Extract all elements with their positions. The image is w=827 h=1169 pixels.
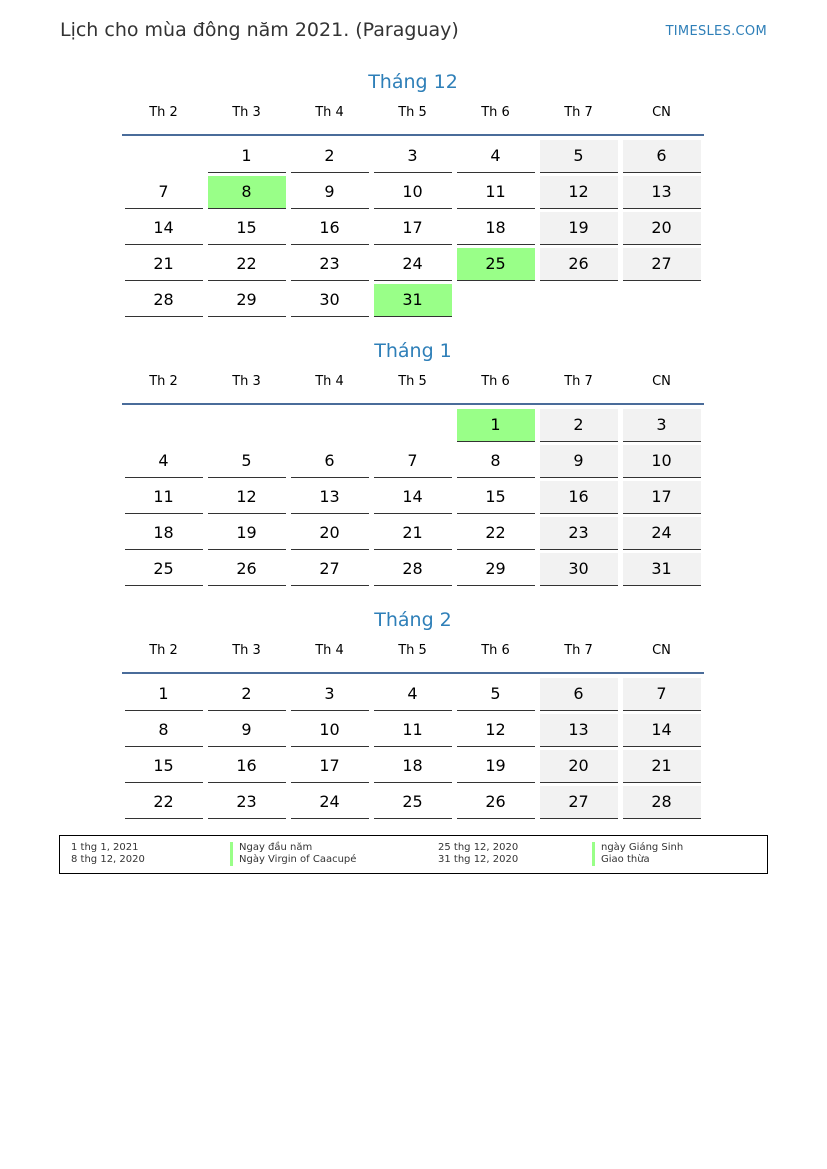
weekday-label: Th 6 <box>481 374 510 389</box>
day-cell: 13 <box>540 714 618 747</box>
legend-date: 25 thg 12, 2020 <box>438 842 519 853</box>
day-cell: 5 <box>457 678 535 711</box>
day-cell: 9 <box>540 445 618 478</box>
day-cell: 28 <box>623 786 701 819</box>
weekday-label: Th 6 <box>481 105 510 120</box>
day-cell: 15 <box>125 750 203 783</box>
day-cell: 7 <box>374 445 452 478</box>
day-cell: 19 <box>208 517 286 550</box>
day-cell: 25 <box>374 786 452 819</box>
day-cell: 12 <box>540 176 618 209</box>
day-cell: 1 <box>457 409 535 442</box>
day-cell: 25 <box>125 553 203 586</box>
day-cell: 18 <box>457 212 535 245</box>
legend-date: 1 thg 1, 2021 <box>71 842 139 853</box>
day-cell: 16 <box>208 750 286 783</box>
day-cell: 30 <box>540 553 618 586</box>
month-calendar <box>122 606 704 822</box>
day-cell: 12 <box>457 714 535 747</box>
day-cell: 24 <box>374 248 452 281</box>
day-cell: 23 <box>291 248 369 281</box>
weekday-label: Th 7 <box>564 105 593 120</box>
weekday-label: Th 6 <box>481 643 510 658</box>
day-cell: 12 <box>208 481 286 514</box>
legend-names-right <box>592 842 683 866</box>
legend-dates-left <box>71 842 145 866</box>
weekday-label: Th 7 <box>564 374 593 389</box>
empty-day-cell <box>125 409 203 441</box>
day-cell: 20 <box>291 517 369 550</box>
day-cell: 14 <box>623 714 701 747</box>
week-row <box>122 750 704 786</box>
day-cell: 17 <box>374 212 452 245</box>
weekday-label: CN <box>652 643 671 658</box>
week-row <box>122 140 704 176</box>
day-cell: 17 <box>623 481 701 514</box>
legend-holiday-name: Ngày Virgin of Caacupé <box>230 854 356 866</box>
day-cell: 27 <box>623 248 701 281</box>
day-cell: 10 <box>623 445 701 478</box>
week-row <box>122 786 704 822</box>
day-cell: 2 <box>291 140 369 173</box>
day-cell: 20 <box>623 212 701 245</box>
month-calendar <box>122 337 704 589</box>
empty-day-cell <box>208 409 286 441</box>
weekday-header <box>122 642 704 672</box>
day-cell: 6 <box>540 678 618 711</box>
day-cell: 16 <box>540 481 618 514</box>
day-cell: 3 <box>623 409 701 442</box>
day-cell: 11 <box>457 176 535 209</box>
day-cell: 15 <box>208 212 286 245</box>
day-cell: 26 <box>540 248 618 281</box>
day-cell: 27 <box>540 786 618 819</box>
day-cell: 4 <box>457 140 535 173</box>
day-cell: 19 <box>457 750 535 783</box>
header-divider <box>122 672 704 674</box>
empty-day-cell <box>374 409 452 441</box>
holiday-legend <box>59 835 768 874</box>
weekday-label: Th 4 <box>315 643 344 658</box>
day-cell: 3 <box>291 678 369 711</box>
day-cell: 1 <box>125 678 203 711</box>
day-cell: 23 <box>208 786 286 819</box>
weekday-label: Th 4 <box>315 374 344 389</box>
day-cell: 26 <box>208 553 286 586</box>
day-cell: 8 <box>125 714 203 747</box>
day-cell: 3 <box>374 140 452 173</box>
legend-date: 31 thg 12, 2020 <box>438 854 519 865</box>
week-row <box>122 517 704 553</box>
day-cell: 28 <box>125 284 203 317</box>
legend-holiday-name: Ngay đầu năm <box>230 842 356 854</box>
day-cell: 13 <box>291 481 369 514</box>
week-row <box>122 212 704 248</box>
day-cell: 31 <box>374 284 452 317</box>
day-cell: 18 <box>374 750 452 783</box>
weekday-label: Th 3 <box>232 374 261 389</box>
day-cell: 11 <box>374 714 452 747</box>
day-cell: 24 <box>623 517 701 550</box>
day-cell: 8 <box>208 176 286 209</box>
day-cell: 25 <box>457 248 535 281</box>
day-cell: 16 <box>291 212 369 245</box>
day-cell: 5 <box>208 445 286 478</box>
month-title: Tháng 12 <box>368 71 458 93</box>
week-row <box>122 481 704 517</box>
header-divider <box>122 134 704 136</box>
day-cell: 27 <box>291 553 369 586</box>
empty-day-cell <box>457 284 535 316</box>
day-cell: 1 <box>208 140 286 173</box>
weekday-label: Th 3 <box>232 643 261 658</box>
week-row <box>122 714 704 750</box>
day-cell: 6 <box>291 445 369 478</box>
weekday-label: Th 5 <box>398 105 427 120</box>
day-cell: 23 <box>540 517 618 550</box>
day-cell: 21 <box>623 750 701 783</box>
day-cell: 13 <box>623 176 701 209</box>
day-cell: 10 <box>374 176 452 209</box>
day-cell: 22 <box>457 517 535 550</box>
day-cell: 17 <box>291 750 369 783</box>
day-cell: 8 <box>457 445 535 478</box>
weekday-label: CN <box>652 374 671 389</box>
day-cell: 14 <box>125 212 203 245</box>
day-cell: 11 <box>125 481 203 514</box>
empty-day-cell <box>125 140 203 172</box>
weekday-label: Th 2 <box>149 374 178 389</box>
empty-day-cell <box>540 284 618 316</box>
month-title: Tháng 1 <box>374 340 452 362</box>
weekday-label: Th 5 <box>398 374 427 389</box>
weekday-header <box>122 104 704 134</box>
weekday-label: Th 5 <box>398 643 427 658</box>
week-row <box>122 445 704 481</box>
legend-holiday-name: ngày Giáng Sinh <box>592 842 683 854</box>
day-cell: 21 <box>374 517 452 550</box>
day-cell: 24 <box>291 786 369 819</box>
day-cell: 2 <box>208 678 286 711</box>
day-cell: 21 <box>125 248 203 281</box>
day-cell: 22 <box>208 248 286 281</box>
legend-holiday-name: Giao thừa <box>592 854 683 866</box>
day-cell: 30 <box>291 284 369 317</box>
weekday-label: Th 2 <box>149 105 178 120</box>
day-cell: 6 <box>623 140 701 173</box>
day-cell: 19 <box>540 212 618 245</box>
day-cell: 15 <box>457 481 535 514</box>
day-cell: 31 <box>623 553 701 586</box>
day-cell: 9 <box>208 714 286 747</box>
weekday-label: Th 3 <box>232 105 261 120</box>
day-cell: 4 <box>125 445 203 478</box>
month-calendar <box>122 68 704 320</box>
week-row <box>122 248 704 284</box>
legend-dates-right <box>438 842 518 866</box>
legend-names-left <box>230 842 356 866</box>
day-cell: 14 <box>374 481 452 514</box>
weekday-label: Th 7 <box>564 643 593 658</box>
day-cell: 5 <box>540 140 618 173</box>
empty-day-cell <box>623 284 701 316</box>
day-cell: 26 <box>457 786 535 819</box>
week-row <box>122 409 704 445</box>
page-title: Lịch cho mùa đông năm 2021. (Paraguay) <box>60 19 459 41</box>
header-divider <box>122 403 704 405</box>
day-cell: 7 <box>623 678 701 711</box>
weekday-label: Th 2 <box>149 643 178 658</box>
day-cell: 2 <box>540 409 618 442</box>
day-cell: 7 <box>125 176 203 209</box>
legend-date: 8 thg 12, 2020 <box>71 854 145 865</box>
week-row <box>122 284 704 320</box>
day-cell: 28 <box>374 553 452 586</box>
weekday-label: Th 4 <box>315 105 344 120</box>
day-cell: 18 <box>125 517 203 550</box>
month-title: Tháng 2 <box>374 609 452 631</box>
day-cell: 10 <box>291 714 369 747</box>
weekday-header <box>122 373 704 403</box>
day-cell: 20 <box>540 750 618 783</box>
day-cell: 9 <box>291 176 369 209</box>
day-cell: 29 <box>457 553 535 586</box>
day-cell: 4 <box>374 678 452 711</box>
week-row <box>122 678 704 714</box>
day-cell: 29 <box>208 284 286 317</box>
week-row <box>122 553 704 589</box>
week-row <box>122 176 704 212</box>
brand-link[interactable]: TIMESLES.COM <box>665 24 767 39</box>
empty-day-cell <box>291 409 369 441</box>
day-cell: 22 <box>125 786 203 819</box>
weekday-label: CN <box>652 105 671 120</box>
